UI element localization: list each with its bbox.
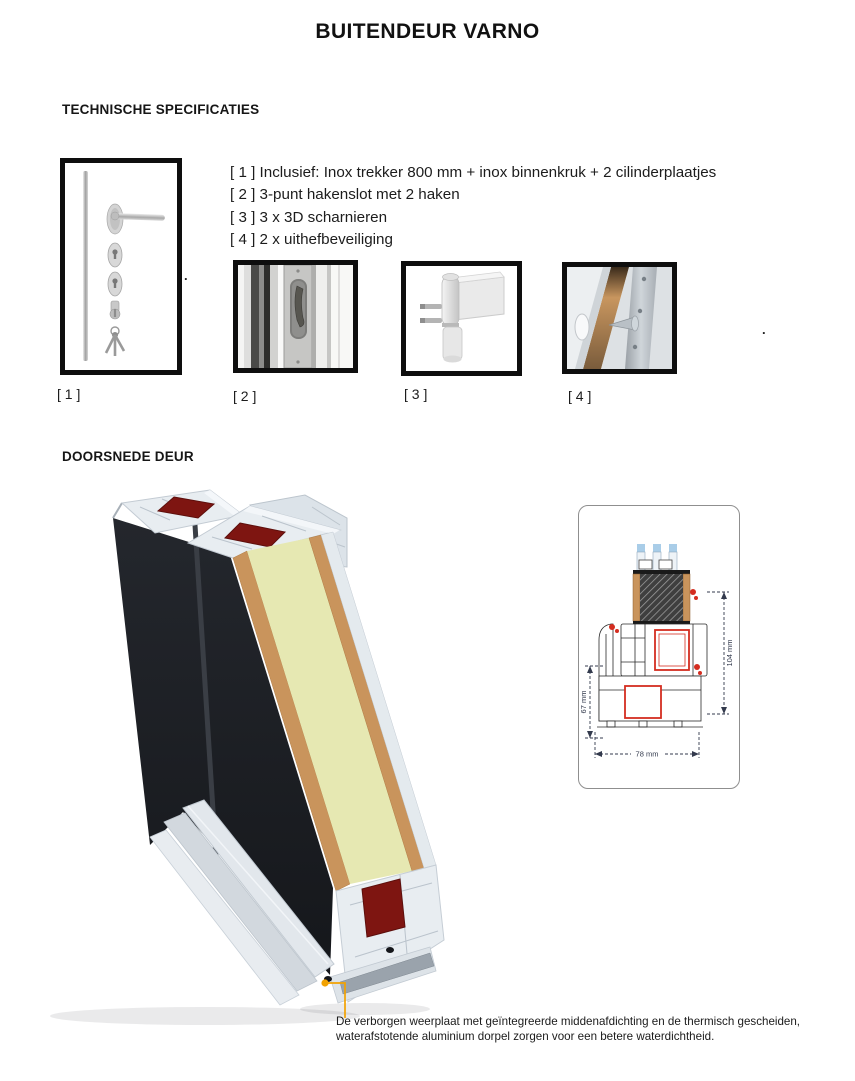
spec-item: [ 2 ] 3-punt hakenslot met 2 haken [230, 186, 460, 204]
pin-recess-icon [575, 314, 589, 340]
figure-label-4: [ 4 ] [568, 388, 592, 404]
figure-frame-4 [562, 262, 677, 374]
handle-set-photo [65, 163, 177, 370]
figure-frame-1 [60, 158, 182, 375]
spec-item: [ 4 ] 2 x uithefbeveiliging [230, 231, 393, 249]
glass-panes [637, 544, 677, 572]
caption-text: De verborgen weerplaat met geïntegreerde middenafdichting en de thermisch gescheiden, waterafstotende aluminium dorpel zorgen voor een betere waterdichtheid. [336, 1015, 801, 1043]
anti-lift-photo [567, 267, 672, 369]
pull-bar-icon [83, 171, 88, 361]
figure-label-3: [ 3 ] [404, 386, 428, 402]
cylinder-plate-icon [108, 272, 122, 296]
middle-gasket [386, 947, 394, 953]
panel-section [633, 570, 690, 624]
page-title: BUITENDEUR VARNO [315, 20, 540, 43]
figure-frame-3 [401, 261, 522, 376]
spec-item: [ 1 ] Inclusief: Inox trekker 800 mm + inox binnenkruk + 2 cilinderplaatjes [230, 164, 717, 181]
profile-diagram [579, 506, 738, 787]
figure-frame-2 [233, 260, 358, 373]
spec-item: [ 3 ] 3 x 3D scharnieren [230, 208, 388, 226]
stray-period: . [184, 268, 188, 283]
dimension-label-height: 104 mm [725, 639, 734, 667]
section-heading-cross-section: DOORSNEDE DEUR [62, 449, 194, 464]
door-cross-section-3d [100, 485, 475, 1030]
hook-lock-photo [238, 265, 353, 368]
hinge-photo [406, 266, 517, 371]
figure-label-2: [ 2 ] [233, 388, 257, 404]
section-heading-specs: TECHNISCHE SPECIFICATIES [62, 102, 260, 117]
cylinder-plate-icon [108, 243, 122, 267]
hinge-flag-icon [454, 277, 504, 320]
sash-profile [621, 624, 707, 676]
dimension-label-width: 78 mm [635, 749, 659, 759]
steel-reinforcement [362, 879, 405, 937]
stray-period: . [762, 322, 766, 337]
dimension-label-sill: 67 mm [579, 690, 588, 714]
lock-cylinder-icon [110, 301, 120, 319]
spec-list [230, 162, 820, 252]
figure-label-1: [ 1 ] [57, 386, 81, 402]
profile-diagram-box [578, 505, 740, 789]
